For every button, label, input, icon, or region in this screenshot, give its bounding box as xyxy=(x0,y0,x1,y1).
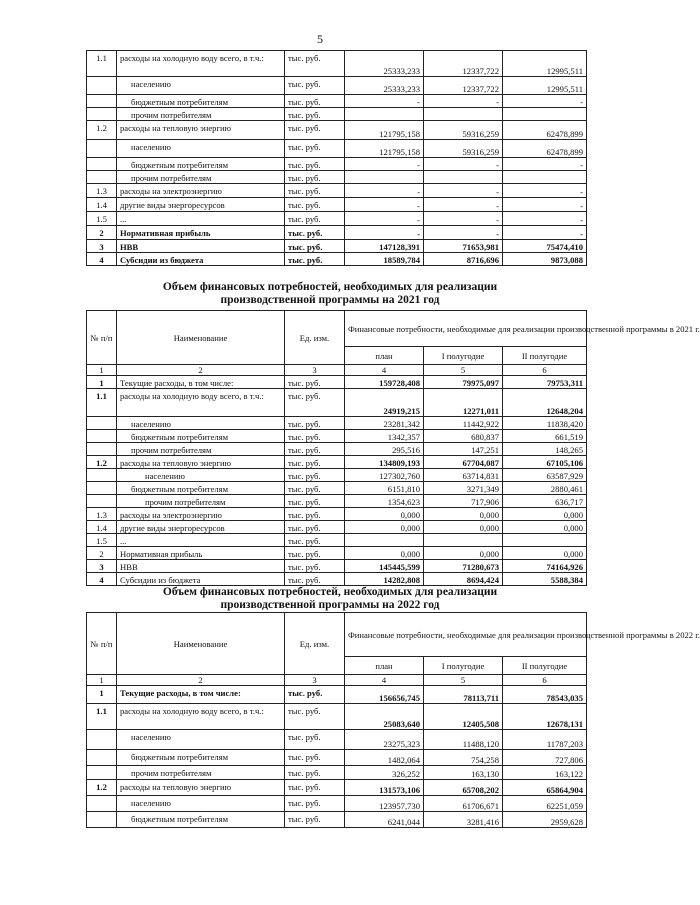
row-h2 xyxy=(503,108,587,121)
row-unit: тыс. руб. xyxy=(285,495,345,508)
table-row xyxy=(87,495,587,508)
row-plan: 25333,233 xyxy=(345,77,424,95)
row-plan xyxy=(345,171,424,184)
row-h1: 63714,831 xyxy=(424,469,503,482)
row-h1: - xyxy=(424,95,503,108)
row-unit: тыс. руб. xyxy=(285,812,345,828)
row-unit: тыс. руб. xyxy=(285,534,345,547)
row-num xyxy=(87,495,117,508)
table-row xyxy=(87,253,587,266)
row-name: Субсидии из бюджета xyxy=(117,253,285,266)
table-2022 xyxy=(86,612,700,828)
row-name: Текущие расходы, в том числе: xyxy=(117,686,285,704)
row-plan: - xyxy=(345,184,424,198)
row-plan: - xyxy=(345,198,424,212)
row-name: другие виды энергоресурсов xyxy=(117,198,285,212)
table-row xyxy=(87,430,587,443)
header-name: Наименование xyxy=(117,613,285,675)
row-num xyxy=(87,443,117,456)
row-plan: - xyxy=(345,95,424,108)
row-unit: тыс. руб. xyxy=(285,469,345,482)
table-row xyxy=(87,508,587,521)
row-unit: тыс. руб. xyxy=(285,573,345,586)
row-unit: тыс. руб. xyxy=(285,443,345,456)
row-h1: 754,258 xyxy=(424,750,503,766)
page-number: 5 xyxy=(317,32,323,46)
row-plan: 14282,808 xyxy=(345,573,424,586)
section-2022-title-line1: Объем финансовых потребностей, необходимых для реализации xyxy=(162,586,498,598)
row-h2: 0,000 xyxy=(503,521,587,534)
row-h2: - xyxy=(503,226,587,240)
row-name: бюджетным потребителям xyxy=(117,158,285,171)
row-plan: 0,000 xyxy=(345,508,424,521)
table-row xyxy=(87,140,587,158)
row-h2: 78543,035 xyxy=(503,686,587,704)
row-h1: 12337,722 xyxy=(424,77,503,95)
row-h1: 3271,349 xyxy=(424,482,503,495)
row-name: НВВ xyxy=(117,560,285,573)
row-h1: 59316,259 xyxy=(424,140,503,158)
idx-3: 3 xyxy=(285,365,345,376)
row-h2: 2959,628 xyxy=(503,812,587,828)
header-num: № п/п xyxy=(87,613,117,675)
row-plan: 159728,408 xyxy=(345,376,424,389)
table-row xyxy=(87,198,587,212)
row-num: 4 xyxy=(87,253,117,266)
row-h2: 163,122 xyxy=(503,766,587,780)
row-unit: тыс. руб. xyxy=(285,121,345,140)
row-name: бюджетным потребителям xyxy=(117,750,285,766)
row-num: 1.1 xyxy=(87,704,117,730)
row-plan: 25083,640 xyxy=(345,704,424,730)
row-plan: 18589,784 xyxy=(345,253,424,266)
row-h2: 74164,926 xyxy=(503,560,587,573)
table-row xyxy=(87,95,587,108)
idx-4: 4 xyxy=(345,365,424,376)
row-h2: 62478,899 xyxy=(503,121,587,140)
row-num xyxy=(87,158,117,171)
row-h1: 147,251 xyxy=(424,443,503,456)
row-num xyxy=(87,766,117,780)
row-h1: 12271,011 xyxy=(424,389,503,417)
row-h2: 636,717 xyxy=(503,495,587,508)
row-unit: тыс. руб. xyxy=(285,140,345,158)
row-h2: - xyxy=(503,184,587,198)
table-row xyxy=(87,108,587,121)
row-name: расходы на тепловую энергию xyxy=(117,456,285,469)
table-row xyxy=(87,573,587,586)
row-h2: 75474,410 xyxy=(503,240,587,253)
table-row xyxy=(87,686,587,704)
header-num: № п/п xyxy=(87,311,117,365)
row-num xyxy=(87,750,117,766)
row-h1: 71653,981 xyxy=(424,240,503,253)
row-num: 1 xyxy=(87,686,117,704)
row-unit: тыс. руб. xyxy=(285,226,345,240)
row-h1: 11488,120 xyxy=(424,730,503,750)
row-h1: 71280,673 xyxy=(424,560,503,573)
idx-2: 2 xyxy=(117,365,285,376)
row-num xyxy=(87,730,117,750)
row-name: населению xyxy=(117,77,285,95)
table-row xyxy=(87,171,587,184)
table-row xyxy=(87,456,587,469)
table-2021 xyxy=(86,310,700,586)
row-num: 3 xyxy=(87,560,117,573)
table-row xyxy=(87,469,587,482)
row-num xyxy=(87,95,117,108)
row-name: расходы на холодную воду всего, в т.ч.: xyxy=(117,51,285,77)
row-h2: 661,519 xyxy=(503,430,587,443)
row-h2: 0,000 xyxy=(503,508,587,521)
row-plan xyxy=(345,534,424,547)
row-h2: - xyxy=(503,158,587,171)
row-h2 xyxy=(503,171,587,184)
row-plan: 23281,342 xyxy=(345,417,424,430)
header-fin: Финансовые потребности, необходимые для реализации производственной программы в 2022 г. xyxy=(345,613,587,657)
table-row xyxy=(87,226,587,240)
row-name: ... xyxy=(117,212,285,226)
header-h1: I полугодие xyxy=(424,657,503,675)
row-num xyxy=(87,108,117,121)
row-h2: 5588,384 xyxy=(503,573,587,586)
row-num: 1.1 xyxy=(87,389,117,417)
row-num xyxy=(87,171,117,184)
row-h1: 680,837 xyxy=(424,430,503,443)
row-plan: 1482,064 xyxy=(345,750,424,766)
row-unit: тыс. руб. xyxy=(285,508,345,521)
table-row xyxy=(87,417,587,430)
table-row xyxy=(87,750,587,766)
row-plan: 123957,730 xyxy=(345,796,424,812)
row-num xyxy=(87,482,117,495)
row-num: 1.1 xyxy=(87,51,117,77)
row-h1: 0,000 xyxy=(424,547,503,560)
row-unit: тыс. руб. xyxy=(285,482,345,495)
row-unit: тыс. руб. xyxy=(285,456,345,469)
row-h1: 59316,259 xyxy=(424,121,503,140)
idx-5: 5 xyxy=(424,675,503,686)
row-unit: тыс. руб. xyxy=(285,780,345,796)
row-name: расходы на тепловую энергию xyxy=(117,121,285,140)
row-name: НВВ xyxy=(117,240,285,253)
row-name: населению xyxy=(117,469,285,482)
row-num: 1.5 xyxy=(87,534,117,547)
row-h2: 0,000 xyxy=(503,547,587,560)
table-row xyxy=(87,780,587,796)
row-plan: 1354,623 xyxy=(345,495,424,508)
row-h1: 12337,722 xyxy=(424,51,503,77)
header-h1: I полугодие xyxy=(424,347,503,365)
row-name: расходы на холодную воду всего, в т.ч.: xyxy=(117,389,285,417)
idx-3: 3 xyxy=(285,675,345,686)
row-num: 1.2 xyxy=(87,456,117,469)
row-num: 1.4 xyxy=(87,198,117,212)
section-2021-title-line1: Объем финансовых потребностей, необходимых для реализации xyxy=(162,281,498,293)
idx-5: 5 xyxy=(424,365,503,376)
row-h1: 717,906 xyxy=(424,495,503,508)
row-plan: 147128,391 xyxy=(345,240,424,253)
row-plan: - xyxy=(345,212,424,226)
row-num xyxy=(87,469,117,482)
row-h2: 12678,131 xyxy=(503,704,587,730)
row-h1: 0,000 xyxy=(424,521,503,534)
row-num: 2 xyxy=(87,226,117,240)
row-num: 3 xyxy=(87,240,117,253)
row-h1: 3281,416 xyxy=(424,812,503,828)
row-name: прочим потребителям xyxy=(117,766,285,780)
table-row xyxy=(87,158,587,171)
row-plan: 0,000 xyxy=(345,521,424,534)
row-unit: тыс. руб. xyxy=(285,240,345,253)
row-h2: 9873,088 xyxy=(503,253,587,266)
row-num: 4 xyxy=(87,573,117,586)
row-h1: 65708,202 xyxy=(424,780,503,796)
row-num: 1.4 xyxy=(87,521,117,534)
row-h1: 78113,711 xyxy=(424,686,503,704)
row-unit: тыс. руб. xyxy=(285,171,345,184)
row-h1: 61706,671 xyxy=(424,796,503,812)
row-plan: 156656,745 xyxy=(345,686,424,704)
idx-4: 4 xyxy=(345,675,424,686)
row-unit: тыс. руб. xyxy=(285,51,345,77)
row-h2: 12648,204 xyxy=(503,389,587,417)
idx-6: 6 xyxy=(503,675,587,686)
idx-1: 1 xyxy=(87,675,117,686)
row-unit: тыс. руб. xyxy=(285,430,345,443)
row-name: другие виды энергоресурсов xyxy=(117,521,285,534)
row-unit: тыс. руб. xyxy=(285,521,345,534)
table-row xyxy=(87,184,587,198)
row-unit: тыс. руб. xyxy=(285,417,345,430)
row-name: населению xyxy=(117,796,285,812)
row-plan: - xyxy=(345,158,424,171)
row-unit: тыс. руб. xyxy=(285,376,345,389)
table-row xyxy=(87,77,587,95)
row-h1: 0,000 xyxy=(424,508,503,521)
row-h1: 79975,097 xyxy=(424,376,503,389)
row-h2: - xyxy=(503,212,587,226)
row-plan: 127302,760 xyxy=(345,469,424,482)
row-h1: 8716,696 xyxy=(424,253,503,266)
row-name: Текущие расходы, в том числе: xyxy=(117,376,285,389)
row-plan: 134809,193 xyxy=(345,456,424,469)
row-name: расходы на электроэнергию xyxy=(117,508,285,521)
table-row xyxy=(87,376,587,389)
section-2021-title-line2: производственной программы на 2021 год xyxy=(220,294,440,306)
row-plan: 6241,044 xyxy=(345,812,424,828)
row-name: населению xyxy=(117,417,285,430)
row-plan: 121795,158 xyxy=(345,121,424,140)
table-row xyxy=(87,389,587,417)
row-h1: - xyxy=(424,184,503,198)
row-name: населению xyxy=(117,730,285,750)
table-row xyxy=(87,766,587,780)
row-num: 2 xyxy=(87,547,117,560)
row-h1: - xyxy=(424,212,503,226)
row-h2: 67105,106 xyxy=(503,456,587,469)
row-h1: 163,130 xyxy=(424,766,503,780)
row-num: 1 xyxy=(87,376,117,389)
table-row xyxy=(87,521,587,534)
row-num: 1.5 xyxy=(87,212,117,226)
row-plan: - xyxy=(345,226,424,240)
header-unit: Ед. изм. xyxy=(285,613,345,675)
row-unit: тыс. руб. xyxy=(285,77,345,95)
row-unit: тыс. руб. xyxy=(285,547,345,560)
row-name: расходы на тепловую энергию xyxy=(117,780,285,796)
row-h2: 65864,904 xyxy=(503,780,587,796)
row-plan: 23275,323 xyxy=(345,730,424,750)
row-unit: тыс. руб. xyxy=(285,95,345,108)
row-unit: тыс. руб. xyxy=(285,158,345,171)
row-num: 1.2 xyxy=(87,121,117,140)
row-name: расходы на холодную воду всего, в т.ч.: xyxy=(117,704,285,730)
table-row xyxy=(87,796,587,812)
row-name: Нормативная прибыль xyxy=(117,226,285,240)
row-unit: тыс. руб. xyxy=(285,212,345,226)
table-row xyxy=(87,812,587,828)
row-unit: тыс. руб. xyxy=(285,198,345,212)
row-h2: 62478,899 xyxy=(503,140,587,158)
row-unit: тыс. руб. xyxy=(285,184,345,198)
row-h1: - xyxy=(424,226,503,240)
row-plan: 295,516 xyxy=(345,443,424,456)
row-unit: тыс. руб. xyxy=(285,389,345,417)
section-2021-title xyxy=(100,281,560,307)
row-num: 1.3 xyxy=(87,508,117,521)
table-row xyxy=(87,704,587,730)
header-plan: план xyxy=(345,657,424,675)
table-row xyxy=(87,547,587,560)
header-h2: II полугодие xyxy=(503,657,587,675)
row-num xyxy=(87,417,117,430)
table-top-continuation xyxy=(86,50,587,266)
row-num xyxy=(87,796,117,812)
section-2022-title-line2: производственной программы на 2022 год xyxy=(220,599,440,611)
row-plan: 326,252 xyxy=(345,766,424,780)
row-name: прочим потребителям xyxy=(117,443,285,456)
row-h1: 8694,424 xyxy=(424,573,503,586)
row-h1: - xyxy=(424,158,503,171)
table-row xyxy=(87,240,587,253)
row-plan: 121795,158 xyxy=(345,140,424,158)
row-h2: 11787,203 xyxy=(503,730,587,750)
row-plan: 131573,106 xyxy=(345,780,424,796)
table-row xyxy=(87,482,587,495)
row-num: 1.2 xyxy=(87,780,117,796)
table-row xyxy=(87,443,587,456)
row-name: бюджетным потребителям xyxy=(117,430,285,443)
row-num xyxy=(87,140,117,158)
row-unit: тыс. руб. xyxy=(285,796,345,812)
row-name: прочим потребителям xyxy=(117,495,285,508)
row-h1 xyxy=(424,534,503,547)
row-h2: 11838,420 xyxy=(503,417,587,430)
row-name: расходы на электроэнергию xyxy=(117,184,285,198)
row-h1: 67704,087 xyxy=(424,456,503,469)
row-num: 1.3 xyxy=(87,184,117,198)
row-h2: 62251,059 xyxy=(503,796,587,812)
idx-6: 6 xyxy=(503,365,587,376)
row-name: бюджетным потребителям xyxy=(117,95,285,108)
row-name: бюджетным потребителям xyxy=(117,812,285,828)
table-row xyxy=(87,560,587,573)
row-name: бюджетным потребителям xyxy=(117,482,285,495)
row-h1: 11442,922 xyxy=(424,417,503,430)
table-row xyxy=(87,51,587,77)
table-row xyxy=(87,534,587,547)
row-plan: 25333,233 xyxy=(345,51,424,77)
row-plan xyxy=(345,108,424,121)
row-h2: 2880,461 xyxy=(503,482,587,495)
row-h2: 12995,511 xyxy=(503,77,587,95)
row-plan: 0,000 xyxy=(345,547,424,560)
row-unit: тыс. руб. xyxy=(285,560,345,573)
row-plan: 24919,215 xyxy=(345,389,424,417)
row-h2 xyxy=(503,534,587,547)
row-name: Субсидии из бюджета xyxy=(117,573,285,586)
section-2022-title xyxy=(100,586,560,612)
row-unit: тыс. руб. xyxy=(285,730,345,750)
row-unit: тыс. руб. xyxy=(285,766,345,780)
table-row xyxy=(87,121,587,140)
row-h2: 12995,511 xyxy=(503,51,587,77)
header-plan: план xyxy=(345,347,424,365)
header-name: Наименование xyxy=(117,311,285,365)
row-unit: тыс. руб. xyxy=(285,704,345,730)
row-h2: - xyxy=(503,95,587,108)
row-num xyxy=(87,77,117,95)
row-name: населению xyxy=(117,140,285,158)
row-name: прочим потребителям xyxy=(117,171,285,184)
table-row xyxy=(87,212,587,226)
idx-1: 1 xyxy=(87,365,117,376)
header-unit: Ед. изм. xyxy=(285,311,345,365)
row-h2: 148,265 xyxy=(503,443,587,456)
row-plan: 145445,599 xyxy=(345,560,424,573)
row-name: Нормативная прибыль xyxy=(117,547,285,560)
table-row xyxy=(87,730,587,750)
row-unit: тыс. руб. xyxy=(285,108,345,121)
idx-2: 2 xyxy=(117,675,285,686)
row-h1 xyxy=(424,108,503,121)
row-h1 xyxy=(424,171,503,184)
row-unit: тыс. руб. xyxy=(285,253,345,266)
row-h1: 12405,508 xyxy=(424,704,503,730)
row-h2: 727,806 xyxy=(503,750,587,766)
row-unit: тыс. руб. xyxy=(285,750,345,766)
row-plan: 1342,357 xyxy=(345,430,424,443)
row-plan: 6151,810 xyxy=(345,482,424,495)
row-h1: - xyxy=(424,198,503,212)
row-name: ... xyxy=(117,534,285,547)
header-h2: II полугодие xyxy=(503,347,587,365)
header-fin: Финансовые потребности, необходимые для реализации производственной программы в 2021 г. xyxy=(345,311,587,347)
row-unit: тыс. руб. xyxy=(285,686,345,704)
row-h2: 79753,311 xyxy=(503,376,587,389)
row-h2: - xyxy=(503,198,587,212)
row-num xyxy=(87,812,117,828)
row-h2: 63587,929 xyxy=(503,469,587,482)
row-num xyxy=(87,430,117,443)
row-name: прочим потребителям xyxy=(117,108,285,121)
